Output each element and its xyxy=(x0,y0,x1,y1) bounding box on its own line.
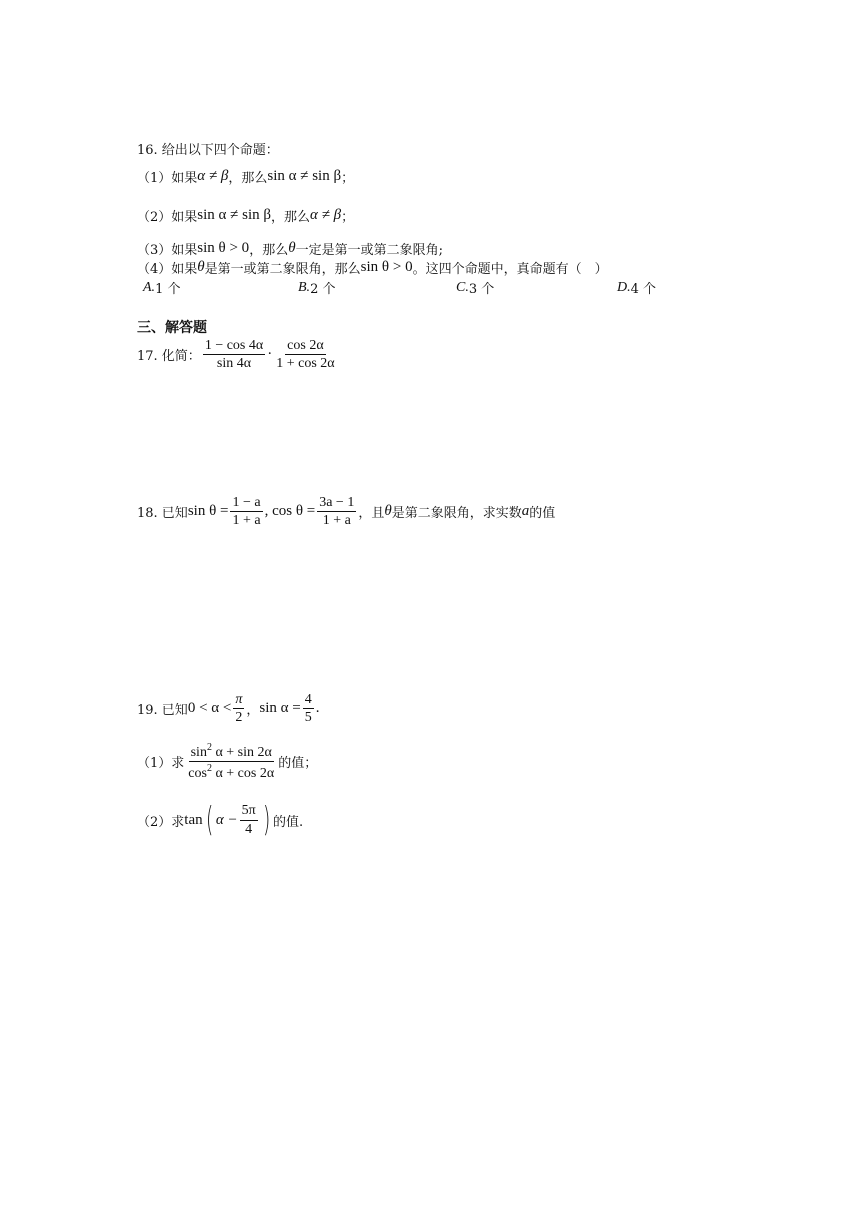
q18: 18. 已知 sin θ = $\frac{1 - a}{1 + a}$ , cos θ = $\frac{3a - 1}{1 + a}$ ，且 θ 是第二象限角，求实数 a 的值 xyxy=(137,495,556,529)
q16-option-a: A. 1 个 xyxy=(143,279,181,297)
q17-fraction-2: $\frac{\cos 2\alpha}{1 + \cos 2\alpha}$ xyxy=(276,338,335,372)
q19-fraction-pi: $\frac{\pi}{2}$ xyxy=(235,692,243,726)
section-title: 三、解答题 xyxy=(137,320,207,336)
q19-part-2: （2）求 tan ( α − $\frac{5\pi}{4}$ ) 的值. xyxy=(137,800,304,840)
q17: 17. 化简： $\frac{1 - \cos 4\alpha}{\sin 4\alpha}$ · $\frac{\cos 2\alpha}{1 + \cos 2\alpha}$ xyxy=(137,338,335,372)
q19-fraction-value: $\frac{4}{5}$ xyxy=(304,692,312,726)
q16-option-d: D. 4 个 xyxy=(617,279,657,297)
q16-option-b: B. 2 个 xyxy=(298,279,336,297)
q16-option-c: C. 3 个 xyxy=(456,279,495,297)
q16-stem: 16. 给出以下四个命题： xyxy=(137,143,279,158)
q18-fraction-cos: $\frac{3a - 1}{1 + a}$ xyxy=(319,495,355,529)
q16-proposition-1: （1）如果 α ≠ β ，那么 sin α ≠ sin β ； xyxy=(137,168,355,186)
q19-part-1-fraction: $\frac{\sin^2 \alpha + \sin 2\alpha}{\cos^2 \alpha + \cos 2\alpha}$ xyxy=(188,742,275,782)
q17-fraction-1: $\frac{1 - \cos 4\alpha}{\sin 4\alpha}$ xyxy=(204,338,264,372)
q16-proposition-4: （4）如果 θ 是第一或第二象限角，那么 sin θ > 0 。这四个命题中，真命题有（ ） xyxy=(137,259,608,277)
q19-part-1: （1）求 $\frac{\sin^2 \alpha + \sin 2\alpha}{\cos^2 \alpha + \cos 2\alpha}$ 的值； xyxy=(137,742,318,782)
q16-proposition-2: （2）如果 sin α ≠ sin β ，那么 α ≠ β ； xyxy=(137,207,355,225)
q16-proposition-3: （3）如果 sin θ > 0 ，那么 θ 一定是第一或第二象限角; xyxy=(137,240,443,258)
q19-stem: 19. 已知 0 < α < $\frac{\pi}{2}$ ， sin α = $\frac{4}{5}$ . xyxy=(137,692,320,726)
q19-part-2-fraction: $\frac{5\pi}{4}$ xyxy=(241,803,256,837)
q18-fraction-sin: $\frac{1 - a}{1 + a}$ xyxy=(232,495,261,529)
